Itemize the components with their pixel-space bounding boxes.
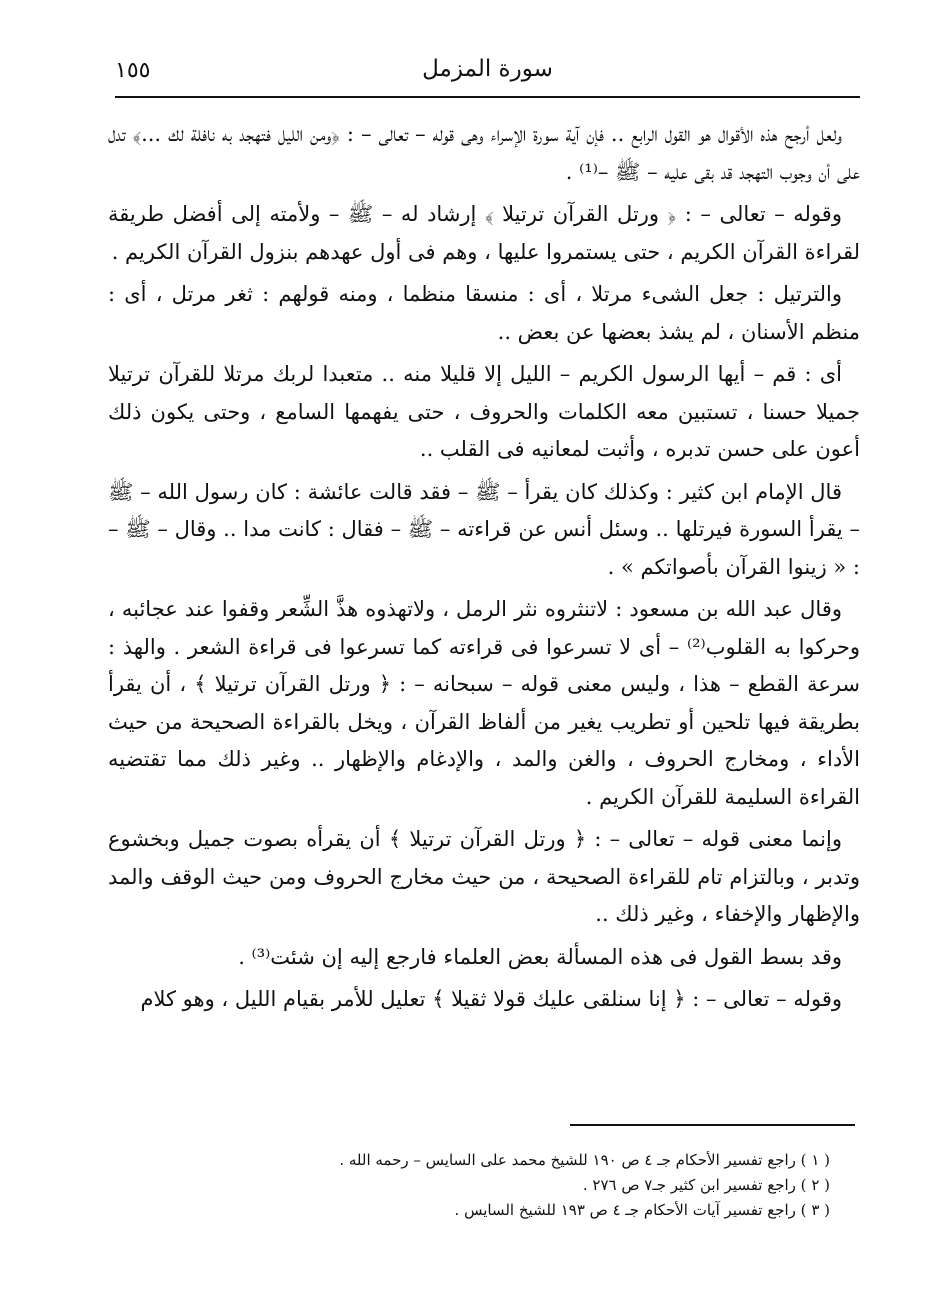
footnote-3: ( ٣ ) راجع تفسير آيات الأحكام جـ ٤ ص ١٩٣ للشيخ السايس .: [454, 1201, 830, 1219]
footnote-1: ( ١ ) راجع تفسير الأحكام جـ ٤ ص ١٩٠ للشيخ محمد على السايس – رحمه الله .: [339, 1151, 830, 1169]
surah-title: سورة المزمل: [422, 56, 553, 82]
paragraph-6: وقال عبد الله بن مسعود : لاتنثروه نثر الرمل ، ولاتهذوه هذَّ الشِّعر وقفوا عند عجائبه ، وحركوا به القلوب⁽²⁾ – أى لا تسرعوا فى قراءته كما تسرعوا فى قراءة الشعر . والهذ : سرعة القطع – هذا ، وليس معنى قوله – سبحانه – : ﴿ ورتل القرآن ترتيلا ﴾ ، أن يقرأ بطريقة فيها تلحين أو تطريب يغير من ألفاظ القرآن ، ويخل بالقراءة الصحيحة من حيث الأداء ، ومخارج الحروف ، والغن والمد ، والإدغام والإظهار .. وغير ذلك مما تقتضيه القراءة السليمة للقرآن الكريم .: [108, 597, 860, 809]
page-number: ١٥٥: [115, 58, 151, 83]
main-text: [108, 116, 860, 1024]
paragraph-5: قال الإمام ابن كثير : وكذلك كان يقرأ – ﷺ – فقد قالت عائشة : كان رسول الله – ﷺ – يقرأ السورة فيرتلها .. وسئل أنس عن قراءته – ﷺ – فقال : كانت مدا .. وقال – ﷺ – : « زينوا القرآن بأصواتكم » .: [108, 479, 860, 579]
paragraph-2: وقوله – تعالى – : ﴿ ورتل القرآن ترتيلا ﴾ إرشاد له – ﷺ – ولأمته إلى أفضل طريقة لقراءة القرآن الكريم ، حتى يستمروا عليها ، وهم فى أول عهدهم بنزول القرآن الكريم .: [108, 202, 860, 264]
paragraph-7: وإنما معنى قوله – تعالى – : ﴿ ورتل القرآن ترتيلا ﴾ أن يقرأه بصوت جميل وبخشوع وتدبر ، وبالتزام تام للقراءة الصحيحة ، من حيث مخارج الحروف ومن حيث الوقف والمد والإظهار والإخفاء ، وغير ذلك ..: [108, 827, 860, 926]
paragraph-8: وقد بسط القول فى هذه المسألة بعض العلماء فارجع إليه إن شئت⁽³⁾ .: [238, 944, 842, 969]
footnote-divider: [570, 1124, 855, 1126]
footnotes: [200, 1148, 830, 1223]
paragraph-4: أى : قم – أيها الرسول الكريم – الليل إلا قليلا منه .. متعبدا لربك مرتلا للقرآن ترتيلا جميلا حسنا ، تستبين معه الكلمات والحروف ، حتى يفهمها السامع ، وحتى يكون ذلك أعون على حسن تدبره ، وأثبت لمعانيه فى القلب ..: [108, 362, 860, 461]
paragraph-1: ولعل أرجح هذه الأقوال هو القول الرابع .. فإن آية سورة الإسراء وهى قوله – تعالى – : ﴿ومن الليل فتهجد به نافلة لك ...﴾ تدل على أن وجوب التهجد قد بقى عليه – ﷺ –⁽¹⁾ .: [108, 122, 860, 184]
page-header: [115, 52, 860, 98]
footnote-2: ( ٢ ) راجع تفسير ابن كثير جـ٧ ص ٢٧٦ .: [582, 1176, 830, 1194]
paragraph-3: والترتيل : جعل الشىء مرتلا ، أى : منسقا منظما ، ومنه قولهم : ثغر مرتل ، أى : منظم الأسنان ، لم يشذ بعضها عن بعض ..: [108, 282, 860, 344]
paragraph-9: وقوله – تعالى – : ﴿ إنا سنلقى عليك قولا ثقيلا ﴾ تعليل للأمر بقيام الليل ، وهو كلام: [140, 987, 842, 1011]
